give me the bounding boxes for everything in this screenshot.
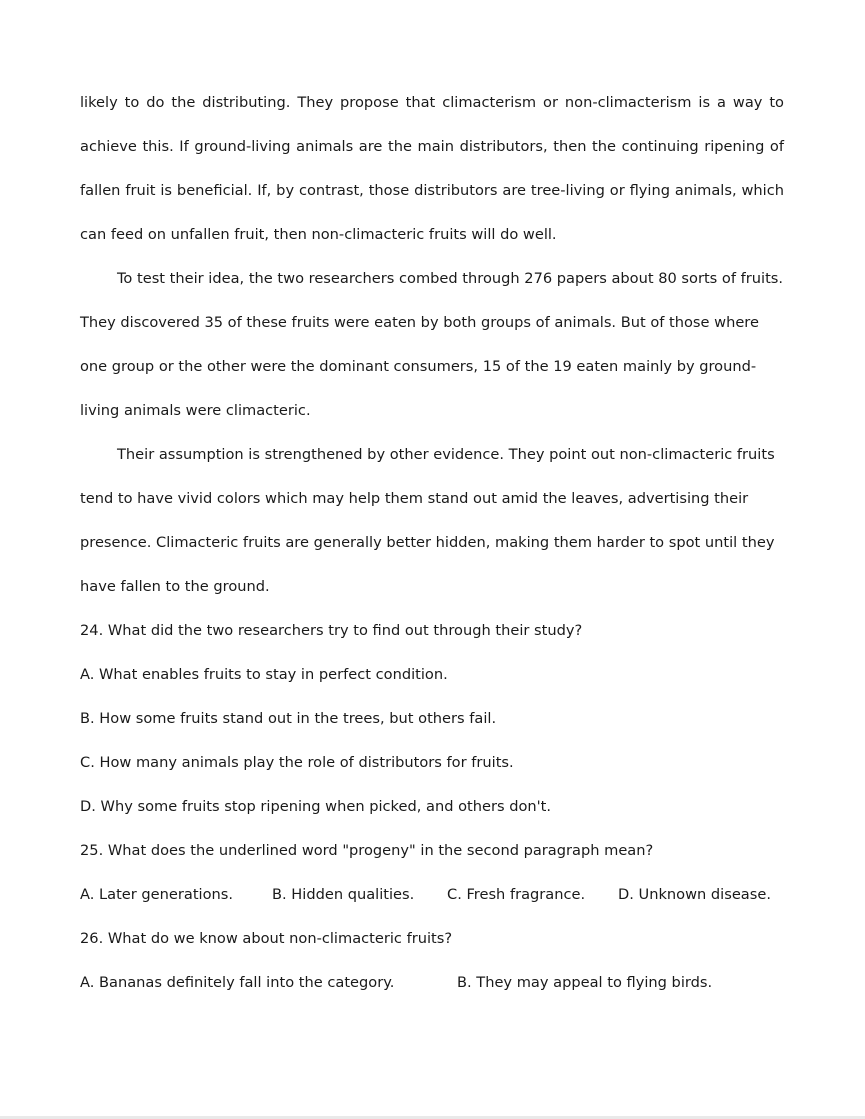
option-a: A. Later generations. <box>80 886 234 903</box>
option-d: D. Why some fruits stop ripening when picked, and others don't. <box>80 798 552 815</box>
question-stem: 26. What do we know about non-climacteric fruits? <box>80 930 453 947</box>
option-c: C. Fresh fragrance. <box>447 886 586 903</box>
passage-paragraph-3: Their assumption is strengthened by other evidence. They point out non-climacteric fruits tend to have vivid colors which may help them stand out amid the leaves, advertising their presence. Climacteric fruits are generally better hidden, making them harder to spot until they have fallen to the ground. <box>80 446 775 595</box>
option-b: B. They may appeal to flying birds. <box>457 974 713 991</box>
question-26 <box>80 917 784 1005</box>
option-b: B. Hidden qualities. <box>272 886 415 903</box>
options-row <box>80 873 784 917</box>
option-d: D. Unknown disease. <box>618 886 771 903</box>
option-a: A. Bananas definitely fall into the category. <box>80 974 395 991</box>
passage-paragraph-1: likely to do the distributing. They propose that climacterism or non-climacterism is a way to achieve this. If ground-living animals are the main distributors, then the continuing ripening of fallen fruit is beneficial. If, by contrast, those distributors are tree-living or flying animals, which can feed on unfallen fruit, then non-climacteric fruits will do well. <box>80 94 784 243</box>
options-row <box>80 961 784 1005</box>
question-stem: 24. What did the two researchers try to find out through their study? <box>80 622 583 639</box>
option-a: A. What enables fruits to stay in perfect condition. <box>80 666 448 683</box>
option-c: C. How many animals play the role of distributors for fruits. <box>80 754 514 771</box>
passage-paragraph-2: To test their idea, the two researchers combed through 276 papers about 80 sorts of fruits. They discovered 35 of these fruits were eaten by both groups of animals. But of those where one group or the other were the dominant consumers, 15 of the 19 eaten mainly by ground-living animals were climacteric. <box>80 270 784 419</box>
question-24 <box>80 609 784 829</box>
document-body <box>80 81 784 1005</box>
question-stem: 25. What does the underlined word "progeny" in the second paragraph mean? <box>80 842 654 859</box>
question-25 <box>80 829 784 917</box>
option-b: B. How some fruits stand out in the trees, but others fail. <box>80 710 497 727</box>
